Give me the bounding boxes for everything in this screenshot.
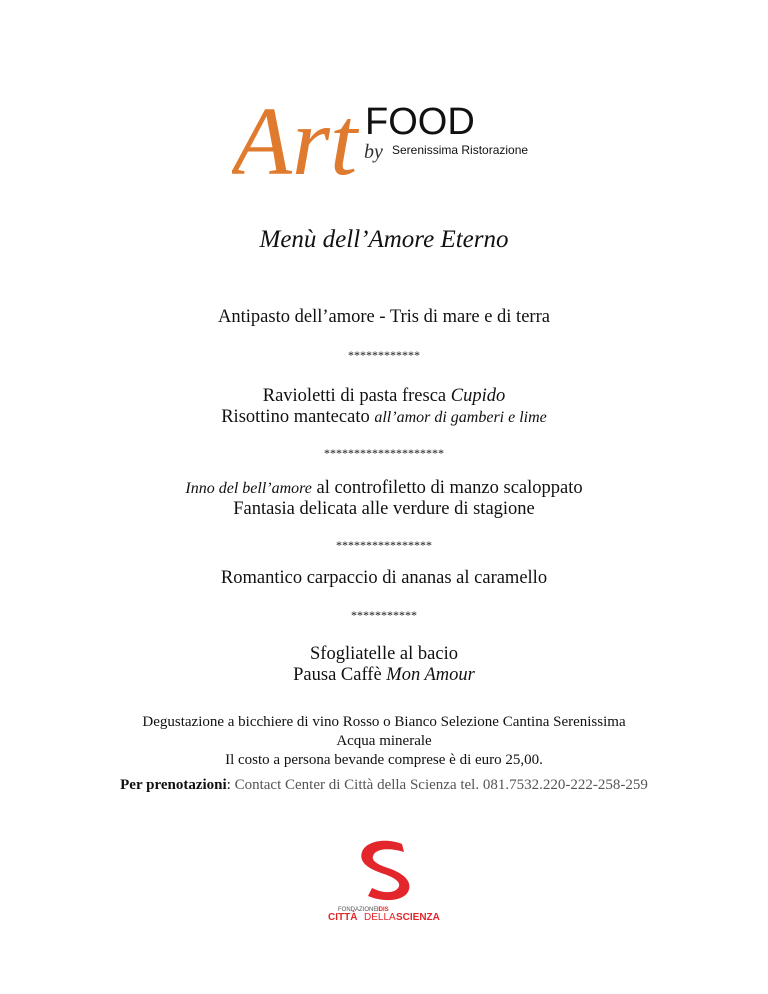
primo-1-text: Ravioletti di pasta fresca bbox=[262, 386, 451, 406]
secondo-1-text: al controfiletto di manzo scaloppato bbox=[311, 478, 583, 498]
footer-water: Acqua minerale bbox=[336, 733, 432, 749]
booking-colon: : bbox=[226, 777, 235, 793]
cds-della-text: DELLA bbox=[364, 912, 396, 923]
primo-1-italic: Cupido bbox=[450, 386, 506, 406]
separator-2: ******************** bbox=[324, 446, 444, 460]
booking-line bbox=[0, 777, 768, 794]
menu-title: Menù dell’Amore Eterno bbox=[259, 226, 509, 253]
artfood-logo bbox=[232, 88, 542, 188]
cds-fondazione-text: FONDAZIONE bbox=[338, 907, 378, 913]
booking-contact[interactable]: Contact Center di Città della Scienza tel. 081.7532.220-222-258-259 bbox=[234, 777, 648, 793]
footer-price: Il costo a persona bevande comprese è di euro 25,00. bbox=[225, 752, 543, 768]
course-dolce: Sfogliatelle al bacio bbox=[310, 644, 458, 664]
logo-food-text: FOOD bbox=[365, 101, 475, 143]
course-caffe bbox=[0, 664, 768, 687]
course-antipasto: Antipasto dell’amore - Tris di mare e di terra bbox=[218, 307, 550, 327]
booking-label: Per prenotazioni bbox=[120, 777, 227, 793]
caffe-text: Pausa Caffè bbox=[293, 665, 387, 685]
footer-wine: Degustazione a bicchiere di vino Rosso o Bianco Selezione Cantina Serenissima bbox=[142, 714, 626, 730]
logo-art-text: Art bbox=[232, 88, 358, 188]
footer-info bbox=[0, 713, 768, 770]
cds-scienza-text: SCIENZA bbox=[396, 912, 440, 923]
course-secondo-1 bbox=[0, 477, 768, 500]
separator-3: **************** bbox=[336, 538, 432, 552]
cds-citta-text: CITTÀ bbox=[328, 912, 358, 923]
course-primo-2 bbox=[0, 406, 768, 429]
citta-della-scienza-logo bbox=[322, 838, 446, 924]
caffe-italic: Mon Amour bbox=[386, 665, 475, 685]
secondo-1-italic: Inno del bell’amore bbox=[185, 480, 312, 497]
separator-4: *********** bbox=[351, 608, 417, 622]
primo-2-text: Risottino mantecato bbox=[221, 407, 375, 427]
course-primo-1 bbox=[0, 385, 768, 408]
logo-company-text: Serenissima Ristorazione bbox=[392, 143, 529, 157]
course-secondo-2: Fantasia delicata alle verdure di stagione bbox=[233, 499, 535, 519]
separator-1: ************ bbox=[348, 348, 420, 362]
cds-idis-text: IDIS bbox=[377, 907, 389, 913]
course-dessert: Romantico carpaccio di ananas al caramello bbox=[220, 568, 548, 588]
primo-2-italic: all’amor di gamberi e lime bbox=[374, 409, 547, 426]
cds-s-mark-icon bbox=[361, 841, 409, 900]
logo-by-text: by bbox=[364, 141, 383, 163]
